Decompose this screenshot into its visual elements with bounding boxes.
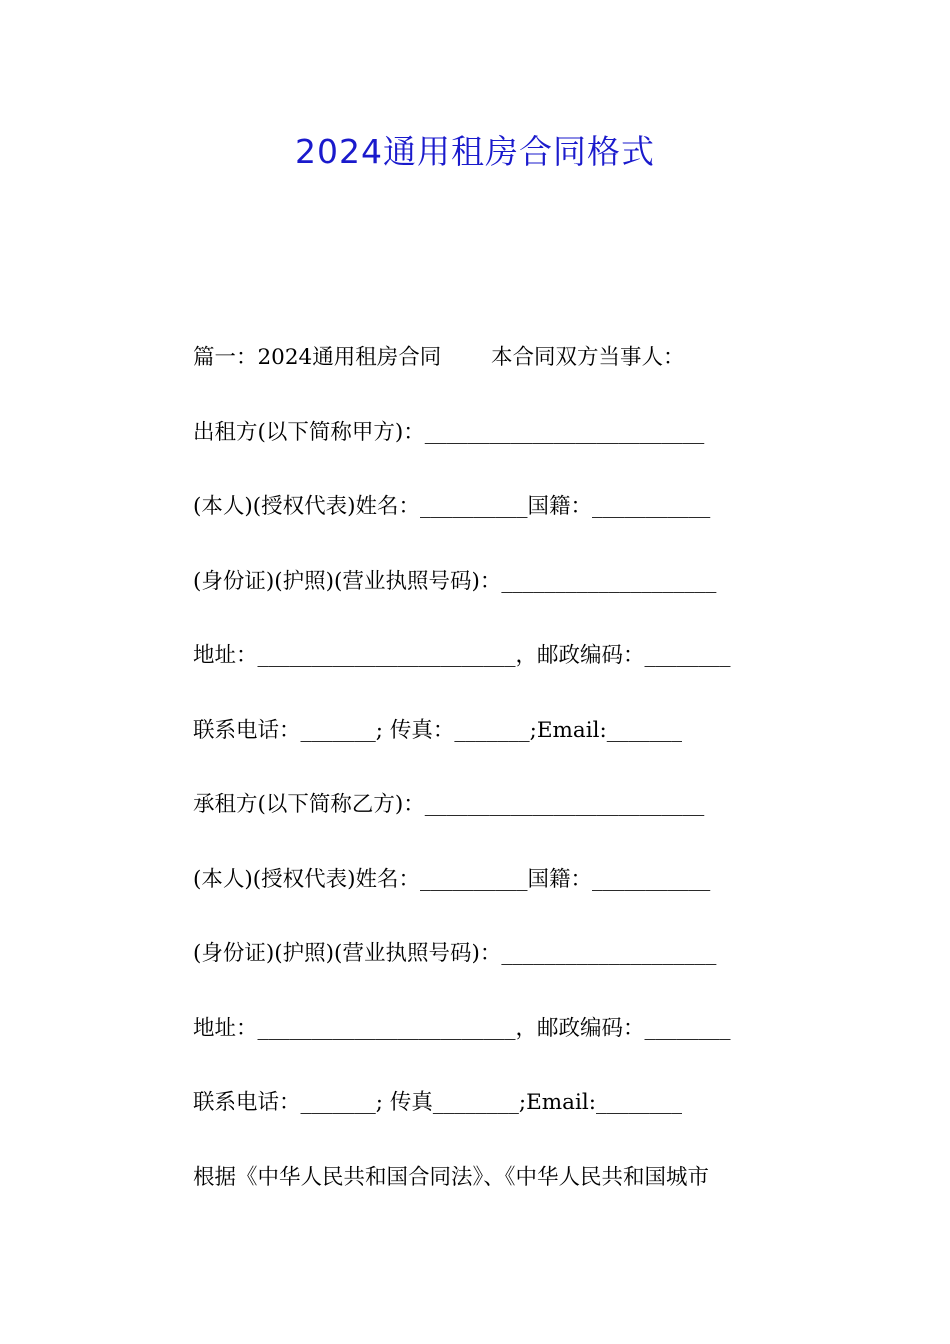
lessor-address-line: 地址：________________________，邮政编码：________ [193, 643, 731, 668]
lessee-name-nationality-line: (本人)(授权代表)姓名：__________国籍：___________ [193, 866, 711, 892]
document-title: 2024通用租房合同格式 [295, 132, 655, 171]
lessor-contact-line: 联系电话：_______; 传真：_______;Email:_______ [193, 717, 682, 743]
legal-basis-line: 根据《中华人民共和国合同法》、《中华人民共和国城市 [193, 1164, 710, 1190]
lessee-line: 承租方(以下简称乙方)：__________________________ [193, 792, 705, 817]
lessor-name-nationality-line: (本人)(授权代表)姓名：__________国籍：___________ [193, 494, 711, 519]
document-body [193, 338, 833, 1232]
lessee-id-line: (身份证)(护照)(营业执照号码)：____________________ [193, 941, 717, 966]
lessor-line: 出租方(以下简称甲方)：__________________________ [193, 419, 705, 445]
lessee-contact-line: 联系电话：_______; 传真________;Email:________ [193, 1090, 682, 1115]
contract-intro-line: 篇一：2024通用租房合同 本合同双方当事人： [193, 345, 685, 370]
lessor-id-line: (身份证)(护照)(营业执照号码)：____________________ [193, 568, 717, 594]
lessee-address-line: 地址：________________________，邮政编码：________ [193, 1015, 731, 1041]
